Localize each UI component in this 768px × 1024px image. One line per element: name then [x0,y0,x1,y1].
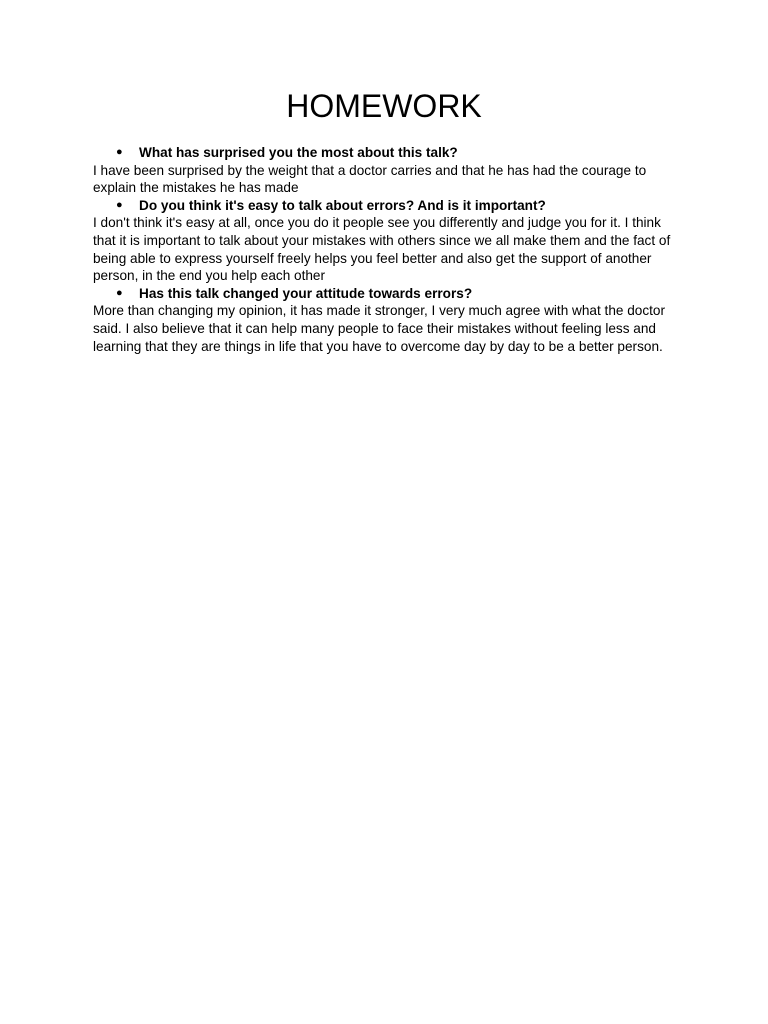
bullet-icon: ● [116,286,123,299]
question-3 [93,285,683,303]
question-2-text: Do you think it's easy to talk about errors? And is it important? [139,197,546,213]
document-body [93,144,683,355]
page-title: HOMEWORK [286,88,482,124]
answer-3: More than changing my opinion, it has made it stronger, I very much agree with what the doctor said. I also believe that it can help many people to face their mistakes without feeling less and learning that they are things in life that you have to overcome day by day to be a better person. [93,303,665,354]
question-3-text: Has this talk changed your attitude towards errors? [139,285,473,301]
bullet-icon: ● [116,146,123,158]
answer-1: I have been surprised by the weight that a doctor carries and that he has had the courage to explain the mistakes he has made [93,162,647,196]
question-2 [93,197,683,215]
bullet-icon: ● [116,198,123,211]
question-1 [93,144,683,162]
answer-2: I don't think it's easy at all, once you do it people see you differently and judge you for it. I think that it is important to talk about your mistakes with others since we all make them and the fact of being able to express yourself freely helps you feel better and also get the support of another person, in the end you help each other [93,215,671,284]
question-1-text: What has surprised you the most about this talk? [139,145,458,160]
